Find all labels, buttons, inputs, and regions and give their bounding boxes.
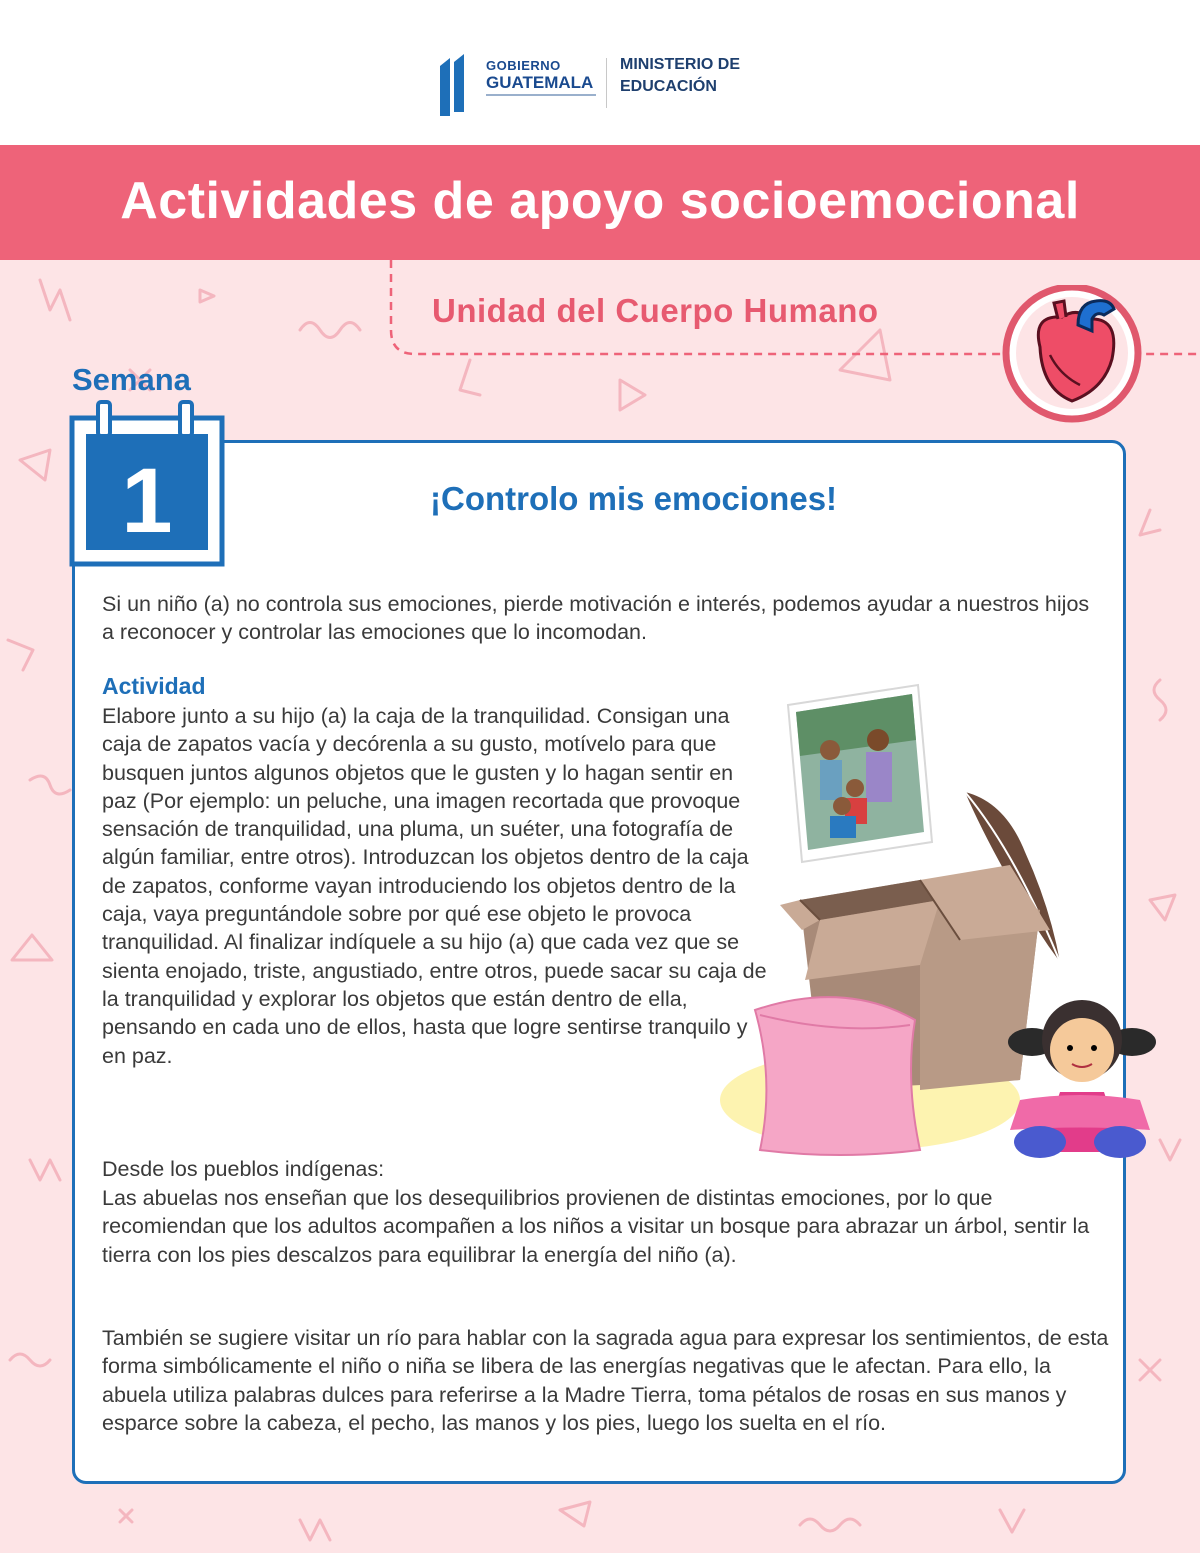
week-number: 1 [121, 450, 173, 552]
doll-icon [1008, 1000, 1156, 1158]
intro-paragraph: Si un niño (a) no controla sus emociones, pierde motivación e interés, podemos ayudar a nuestros hijos a reconocer y controlar las emociones que lo incomodan. [102, 592, 1090, 645]
ministry-line2: EDUCACIÓN [620, 78, 717, 95]
activity-body: Elabore junto a su hijo (a) la caja de la tranquilidad. Consigan una caja de zapatos vacía y decórenla a su gusto, motívelo para que busquen juntos algunos objetos que le gusten y lo hagan sentir en paz (Por ejemplo: un peluche, una imagen recortada que provoque sensación de tranquilidad, una pluma, un suéter, una fotografía de algún familiar, entre otros). Introduzcan los objetos dentro de la caja de zapatos, conforme vayan introduciendo los objetos dentro de la caja, vaya preguntándole sobre por qué ese objeto le provoca tranquilidad. Al finalizar indíquele a su hijo (a) que cada vez que se sienta enojado, triste, angustiado, entre otros, puede sacar su caja de la tranquilidad y explorar los objetos que están dentro de ella, pensando en cada uno de ellos, hasta que logre sentirse tranquilo y en paz. [102, 704, 767, 1068]
gov-underline [486, 94, 596, 96]
tranquility-box-illustration [720, 680, 1160, 1160]
unit-title: Unidad del Cuerpo Humano [432, 292, 879, 329]
river-paragraph: También se sugiere visitar un río para hablar con la sagrada agua para expresar los sentimientos, de esta forma simbólicamente el niño o niña se libera de las energías negativas que le afectan. Para ello, la abuela utiliza palabras dulces para referirse a la Madre Tierra, toma pétalos de rosas en sus manos y esparce sobre la cabeza, el pecho, las manos y los pies, luego los suelta en el río. [102, 1326, 1109, 1435]
indigenous-heading: Desde los pueblos indígenas: [102, 1157, 385, 1181]
week-label: Semana [72, 362, 191, 397]
logo-divider [606, 58, 607, 108]
family-photo-icon [788, 685, 932, 862]
guatemala-bars-icon [438, 54, 478, 116]
activity-title: ¡Controlo mis emociones! [430, 480, 838, 517]
government-logo [438, 50, 778, 120]
page-title: Actividades de apoyo socioemocional [120, 172, 1080, 230]
heart-icon [1000, 285, 1150, 425]
calendar-icon [68, 400, 228, 570]
gov-line1: GOBIERNO [486, 58, 561, 73]
title-banner [0, 145, 1200, 260]
activity-subtitle: Actividad [102, 673, 206, 699]
indigenous-paragraph: Las abuelas nos enseñan que los desequilibrios provienen de distintas emociones, por lo que recomiendan que los adultos acompañen a los niños a visitar un bosque para abrazar un árbol, sentir la tierra con los pies descalzos para equilibrar la energía del niño (a). [102, 1186, 1090, 1267]
ministry-line1: MINISTERIO DE [620, 56, 741, 73]
gov-line2: GUATEMALA [486, 73, 594, 92]
page-header [0, 0, 1200, 145]
pink-pillow-icon [755, 997, 920, 1155]
